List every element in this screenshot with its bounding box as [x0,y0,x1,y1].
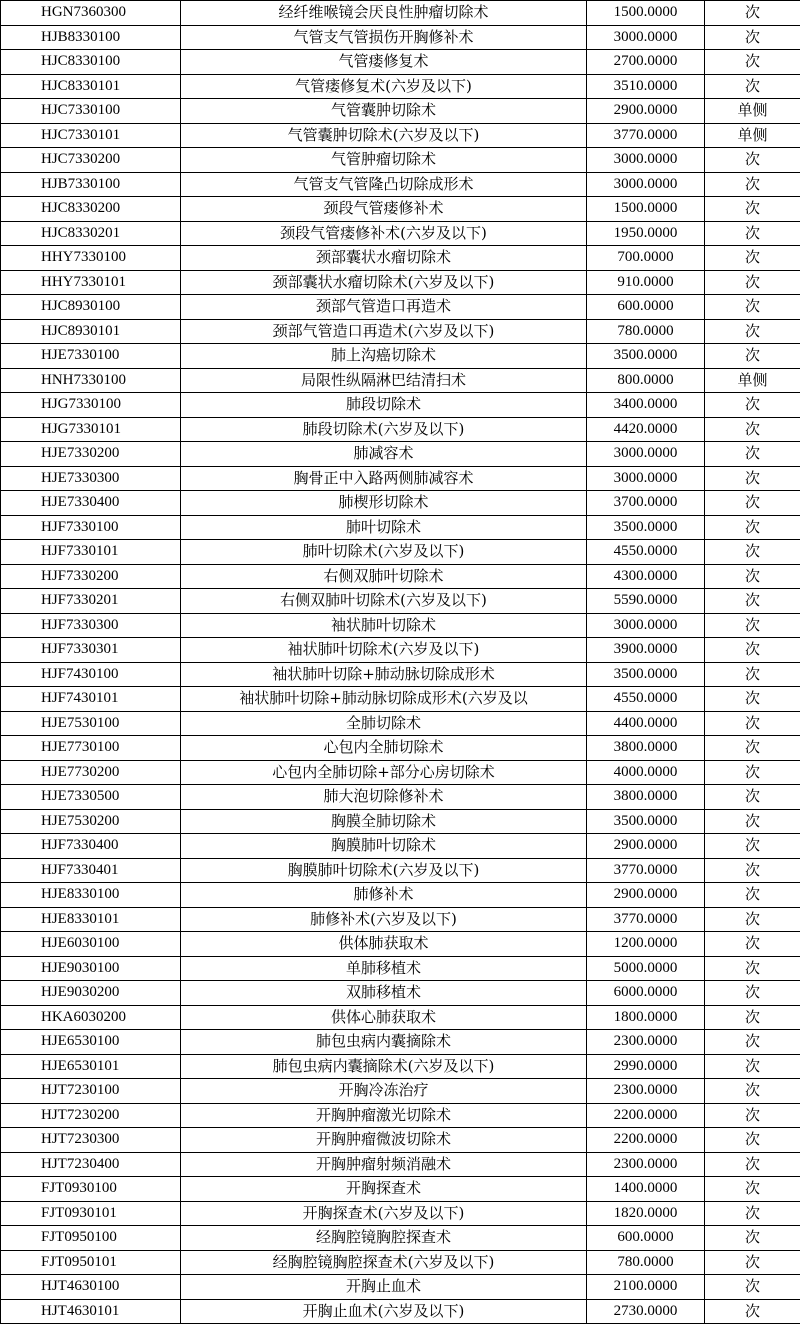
table-row [1,270,800,295]
item-price-cell: 3000.0000 [587,172,705,197]
item-code-cell: HJE8330100 [1,883,181,908]
item-name-cell: 袖状肺叶切除+肺动脉切除成形术(六岁及以 [181,687,587,712]
item-unit-cell: 次 [705,1250,800,1275]
table-row [1,319,800,344]
item-unit-cell: 次 [705,1054,800,1079]
item-unit-cell: 单侧 [705,99,800,124]
table-row [1,613,800,638]
item-unit-cell: 次 [705,172,800,197]
item-name-cell: 肺叶切除术 [181,515,587,540]
item-unit-cell: 次 [705,1177,800,1202]
item-price-cell: 4300.0000 [587,564,705,589]
table-row [1,74,800,99]
item-name-cell: 颈部囊状水瘤切除术 [181,246,587,271]
table-row [1,99,800,124]
item-price-cell: 5590.0000 [587,589,705,614]
item-code-cell: HJE7730200 [1,760,181,785]
item-name-cell: 肺楔形切除术 [181,491,587,516]
item-price-cell: 780.0000 [587,319,705,344]
item-name-cell: 胸骨正中入路两侧肺减容术 [181,466,587,491]
item-unit-cell: 次 [705,515,800,540]
item-unit-cell: 次 [705,662,800,687]
item-code-cell: HJE9030100 [1,956,181,981]
item-name-cell: 右侧双肺叶切除术 [181,564,587,589]
item-unit-cell: 次 [705,442,800,467]
item-code-cell: HJC8330200 [1,197,181,222]
item-price-cell: 4000.0000 [587,760,705,785]
item-unit-cell: 次 [705,687,800,712]
item-code-cell: HHY7330100 [1,246,181,271]
item-code-cell: HJC8330201 [1,221,181,246]
item-unit-cell: 次 [705,1275,800,1300]
item-name-cell: 经纤维喉镜会厌良性肿瘤切除术 [181,1,587,26]
item-code-cell: HHY7330101 [1,270,181,295]
item-name-cell: 开胸止血术 [181,1275,587,1300]
item-unit-cell: 次 [705,834,800,859]
item-name-cell: 颈部气管造口再造术(六岁及以下) [181,319,587,344]
item-name-cell: 气管瘘修复术(六岁及以下) [181,74,587,99]
item-code-cell: FJT0950101 [1,1250,181,1275]
item-name-cell: 气管支气管隆凸切除成形术 [181,172,587,197]
item-name-cell: 肺包虫病内囊摘除术 [181,1030,587,1055]
table-row [1,1152,800,1177]
item-code-cell: HJF7330100 [1,515,181,540]
table-row [1,417,800,442]
item-code-cell: HJT4630100 [1,1275,181,1300]
item-name-cell: 颈部囊状水瘤切除术(六岁及以下) [181,270,587,295]
item-code-cell: HJC8330101 [1,74,181,99]
item-price-cell: 3510.0000 [587,74,705,99]
item-price-cell: 3500.0000 [587,344,705,369]
table-row [1,883,800,908]
item-name-cell: 右侧双肺叶切除术(六岁及以下) [181,589,587,614]
item-code-cell: HJE6030100 [1,932,181,957]
item-price-cell: 3000.0000 [587,25,705,50]
item-name-cell: 开胸探查术 [181,1177,587,1202]
item-price-cell: 1950.0000 [587,221,705,246]
item-unit-cell: 次 [705,883,800,908]
item-unit-cell: 次 [705,25,800,50]
item-name-cell: 开胸冷冻治疗 [181,1079,587,1104]
item-price-cell: 2300.0000 [587,1030,705,1055]
item-code-cell: HJC7330100 [1,99,181,124]
item-unit-cell: 次 [705,491,800,516]
item-price-cell: 3700.0000 [587,491,705,516]
item-code-cell: HJF7330200 [1,564,181,589]
item-unit-cell: 次 [705,197,800,222]
table-row [1,760,800,785]
table-row [1,221,800,246]
item-name-cell: 开胸止血术(六岁及以下) [181,1299,587,1324]
item-unit-cell: 次 [705,270,800,295]
item-unit-cell: 次 [705,1079,800,1104]
table-row [1,736,800,761]
item-price-cell: 1820.0000 [587,1201,705,1226]
item-unit-cell: 次 [705,246,800,271]
item-price-cell: 2700.0000 [587,50,705,75]
item-code-cell: HJC8330100 [1,50,181,75]
item-unit-cell: 次 [705,540,800,565]
table-row [1,368,800,393]
item-price-cell: 3900.0000 [587,638,705,663]
item-name-cell: 心包内全肺切除+部分心房切除术 [181,760,587,785]
item-price-cell: 800.0000 [587,368,705,393]
item-name-cell: 肺大泡切除修补术 [181,785,587,810]
item-name-cell: 肺修补术(六岁及以下) [181,907,587,932]
item-unit-cell: 次 [705,956,800,981]
item-code-cell: HJE7530100 [1,711,181,736]
table-row [1,1226,800,1251]
table-row [1,344,800,369]
item-name-cell: 袖状肺叶切除术(六岁及以下) [181,638,587,663]
item-name-cell: 开胸肿瘤微波切除术 [181,1128,587,1153]
item-price-cell: 2300.0000 [587,1079,705,1104]
item-price-cell: 1800.0000 [587,1005,705,1030]
item-unit-cell: 次 [705,393,800,418]
item-unit-cell: 次 [705,785,800,810]
table-row [1,711,800,736]
table-row [1,687,800,712]
item-price-cell: 3000.0000 [587,442,705,467]
item-name-cell: 单肺移植术 [181,956,587,981]
table-row [1,491,800,516]
item-price-cell: 3500.0000 [587,809,705,834]
item-unit-cell: 次 [705,148,800,173]
item-unit-cell: 次 [705,589,800,614]
item-code-cell: HJF7330101 [1,540,181,565]
item-unit-cell: 次 [705,466,800,491]
table-row [1,1005,800,1030]
item-code-cell: HJE6530101 [1,1054,181,1079]
item-name-cell: 肺段切除术 [181,393,587,418]
table-row [1,981,800,1006]
item-price-cell: 4420.0000 [587,417,705,442]
table-row [1,1250,800,1275]
item-name-cell: 颈部气管造口再造术 [181,295,587,320]
item-name-cell: 袖状肺叶切除+肺动脉切除成形术 [181,662,587,687]
item-name-cell: 颈段气管瘘修补术 [181,197,587,222]
item-code-cell: HJG7330100 [1,393,181,418]
item-unit-cell: 次 [705,295,800,320]
item-unit-cell: 次 [705,344,800,369]
item-name-cell: 气管瘘修复术 [181,50,587,75]
item-price-cell: 1400.0000 [587,1177,705,1202]
item-code-cell: HJG7330101 [1,417,181,442]
item-code-cell: HJF7330201 [1,589,181,614]
item-price-cell: 2990.0000 [587,1054,705,1079]
item-unit-cell: 次 [705,564,800,589]
item-code-cell: HJE7330300 [1,466,181,491]
table-row [1,1079,800,1104]
item-price-cell: 2730.0000 [587,1299,705,1324]
item-name-cell: 供体肺获取术 [181,932,587,957]
item-price-cell: 2900.0000 [587,99,705,124]
item-code-cell: HJE7530200 [1,809,181,834]
item-unit-cell: 次 [705,760,800,785]
item-price-cell: 3000.0000 [587,466,705,491]
item-code-cell: HJF7430100 [1,662,181,687]
item-price-cell: 3500.0000 [587,662,705,687]
item-name-cell: 开胸探查术(六岁及以下) [181,1201,587,1226]
item-code-cell: HJC8930100 [1,295,181,320]
item-price-cell: 5000.0000 [587,956,705,981]
item-price-cell: 4550.0000 [587,540,705,565]
item-price-cell: 1500.0000 [587,197,705,222]
table-row [1,834,800,859]
item-price-cell: 3400.0000 [587,393,705,418]
table-row [1,638,800,663]
item-code-cell: HJE7330100 [1,344,181,369]
table-row [1,1299,800,1324]
item-unit-cell: 次 [705,981,800,1006]
table-row [1,956,800,981]
item-price-cell: 3800.0000 [587,785,705,810]
item-price-cell: 4400.0000 [587,711,705,736]
table-row [1,50,800,75]
item-price-cell: 3770.0000 [587,858,705,883]
item-unit-cell: 次 [705,1299,800,1324]
item-price-cell: 3500.0000 [587,515,705,540]
item-code-cell: HJE9030200 [1,981,181,1006]
item-unit-cell: 次 [705,1005,800,1030]
item-price-cell: 2200.0000 [587,1128,705,1153]
table-row [1,466,800,491]
item-name-cell: 胸膜全肺切除术 [181,809,587,834]
item-unit-cell: 单侧 [705,123,800,148]
item-code-cell: FJT0950100 [1,1226,181,1251]
item-name-cell: 气管支气管损伤开胸修补术 [181,25,587,50]
table-row [1,907,800,932]
item-price-cell: 2900.0000 [587,883,705,908]
item-unit-cell: 次 [705,1030,800,1055]
item-unit-cell: 次 [705,932,800,957]
table-row [1,1275,800,1300]
item-price-cell: 1500.0000 [587,1,705,26]
item-unit-cell: 次 [705,1152,800,1177]
item-code-cell: HJE7730100 [1,736,181,761]
item-unit-cell: 次 [705,711,800,736]
table-row [1,809,800,834]
item-unit-cell: 次 [705,736,800,761]
item-code-cell: HJC8930101 [1,319,181,344]
item-price-cell: 1200.0000 [587,932,705,957]
table-row [1,246,800,271]
item-code-cell: HNH7330100 [1,368,181,393]
table-row [1,932,800,957]
table-row [1,564,800,589]
table-row [1,442,800,467]
item-unit-cell: 次 [705,74,800,99]
item-price-cell: 3000.0000 [587,148,705,173]
item-name-cell: 开胸肿瘤激光切除术 [181,1103,587,1128]
item-code-cell: HJF7330400 [1,834,181,859]
item-code-cell: HJT7230200 [1,1103,181,1128]
item-code-cell: HJE7330400 [1,491,181,516]
table-row [1,1103,800,1128]
item-price-cell: 600.0000 [587,295,705,320]
item-name-cell: 气管肿瘤切除术 [181,148,587,173]
table-row [1,515,800,540]
item-unit-cell: 次 [705,50,800,75]
table-row [1,123,800,148]
item-name-cell: 经胸腔镜胸腔探查术 [181,1226,587,1251]
item-price-cell: 3770.0000 [587,907,705,932]
item-name-cell: 气管囊肿切除术 [181,99,587,124]
item-code-cell: HJF7330401 [1,858,181,883]
item-price-cell: 700.0000 [587,246,705,271]
item-name-cell: 袖状肺叶切除术 [181,613,587,638]
table-row [1,785,800,810]
item-name-cell: 肺减容术 [181,442,587,467]
item-price-cell: 3800.0000 [587,736,705,761]
item-price-cell: 2900.0000 [587,834,705,859]
item-name-cell: 局限性纵隔淋巴结清扫术 [181,368,587,393]
item-price-cell: 6000.0000 [587,981,705,1006]
item-name-cell: 胸膜肺叶切除术(六岁及以下) [181,858,587,883]
item-unit-cell: 次 [705,809,800,834]
item-code-cell: FJT0930101 [1,1201,181,1226]
item-name-cell: 肺包虫病内囊摘除术(六岁及以下) [181,1054,587,1079]
item-unit-cell: 单侧 [705,368,800,393]
item-price-cell: 2300.0000 [587,1152,705,1177]
item-unit-cell: 次 [705,1,800,26]
item-code-cell: HJB8330100 [1,25,181,50]
item-code-cell: HKA6030200 [1,1005,181,1030]
table-row [1,1030,800,1055]
item-price-cell: 600.0000 [587,1226,705,1251]
item-code-cell: HJE7330500 [1,785,181,810]
item-name-cell: 颈段气管瘘修补术(六岁及以下) [181,221,587,246]
item-name-cell: 心包内全肺切除术 [181,736,587,761]
item-code-cell: HJC7330101 [1,123,181,148]
table-row [1,662,800,687]
item-price-cell: 910.0000 [587,270,705,295]
table-row [1,393,800,418]
table-row [1,148,800,173]
item-name-cell: 肺叶切除术(六岁及以下) [181,540,587,565]
item-code-cell: HJC7330200 [1,148,181,173]
item-unit-cell: 次 [705,907,800,932]
table-row [1,172,800,197]
item-code-cell: HJT7230100 [1,1079,181,1104]
table-row [1,1177,800,1202]
item-unit-cell: 次 [705,858,800,883]
item-name-cell: 开胸肿瘤射频消融术 [181,1152,587,1177]
item-code-cell: HJF7330300 [1,613,181,638]
item-unit-cell: 次 [705,1103,800,1128]
item-unit-cell: 次 [705,1226,800,1251]
item-name-cell: 气管囊肿切除术(六岁及以下) [181,123,587,148]
item-unit-cell: 次 [705,613,800,638]
table-row [1,1,800,26]
table-row [1,1128,800,1153]
item-code-cell: HJE6530100 [1,1030,181,1055]
item-code-cell: HGN7360300 [1,1,181,26]
item-code-cell: HJT7230400 [1,1152,181,1177]
item-unit-cell: 次 [705,319,800,344]
item-price-cell: 2200.0000 [587,1103,705,1128]
item-code-cell: HJT7230300 [1,1128,181,1153]
item-name-cell: 肺段切除术(六岁及以下) [181,417,587,442]
item-price-cell: 2100.0000 [587,1275,705,1300]
item-code-cell: HJF7430101 [1,687,181,712]
item-name-cell: 肺修补术 [181,883,587,908]
item-price-cell: 780.0000 [587,1250,705,1275]
table-row [1,858,800,883]
item-code-cell: HJE8330101 [1,907,181,932]
item-code-cell: HJF7330301 [1,638,181,663]
item-name-cell: 全肺切除术 [181,711,587,736]
item-code-cell: HJB7330100 [1,172,181,197]
item-name-cell: 肺上沟癌切除术 [181,344,587,369]
item-name-cell: 胸膜肺叶切除术 [181,834,587,859]
table-row [1,1201,800,1226]
item-unit-cell: 次 [705,638,800,663]
item-code-cell: FJT0930100 [1,1177,181,1202]
item-name-cell: 经胸腔镜胸腔探查术(六岁及以下) [181,1250,587,1275]
table-row [1,25,800,50]
item-price-cell: 4550.0000 [587,687,705,712]
table-row [1,295,800,320]
item-unit-cell: 次 [705,1201,800,1226]
table-row [1,197,800,222]
item-unit-cell: 次 [705,417,800,442]
item-name-cell: 双肺移植术 [181,981,587,1006]
item-code-cell: HJE7330200 [1,442,181,467]
item-price-cell: 3770.0000 [587,123,705,148]
item-code-cell: HJT4630101 [1,1299,181,1324]
table-row [1,540,800,565]
item-price-cell: 3000.0000 [587,613,705,638]
item-unit-cell: 次 [705,1128,800,1153]
item-name-cell: 供体心肺获取术 [181,1005,587,1030]
table-body [1,1,800,1324]
table-row [1,589,800,614]
item-unit-cell: 次 [705,221,800,246]
table-row [1,1054,800,1079]
